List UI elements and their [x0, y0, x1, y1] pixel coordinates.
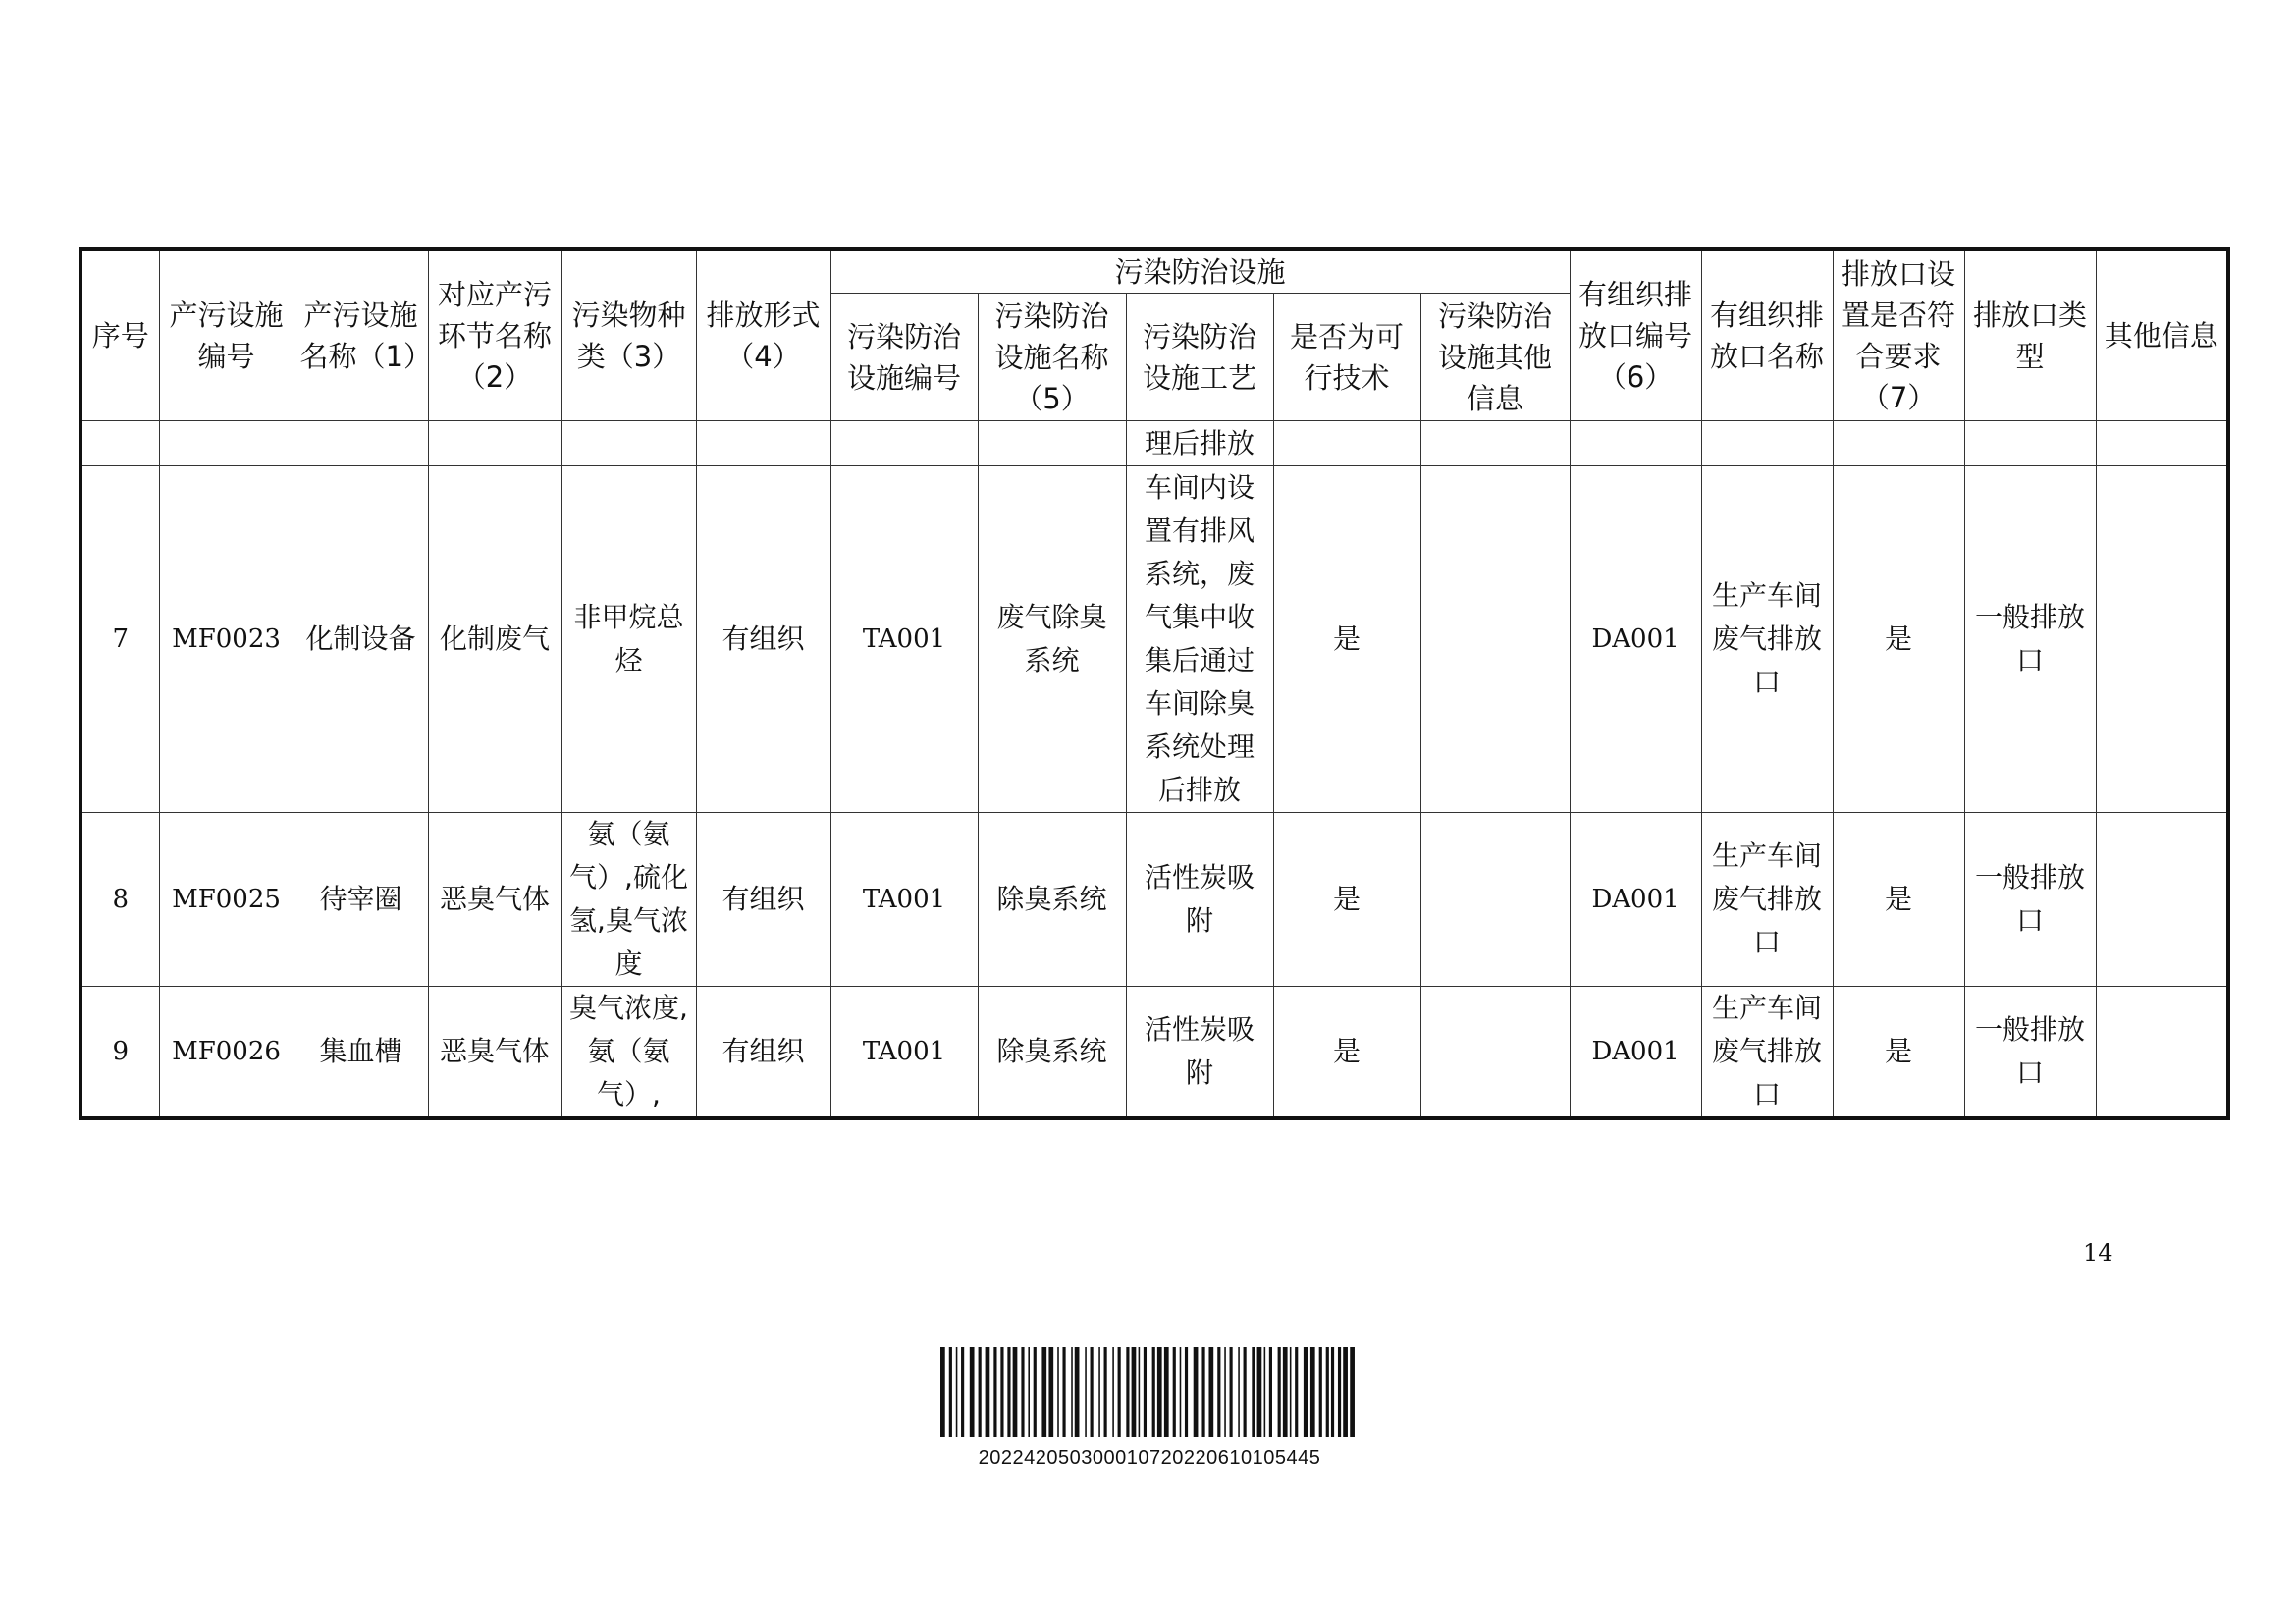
- table-cell: [294, 421, 428, 466]
- header-feasible: 是否为可行技术: [1273, 294, 1420, 421]
- cell-control-name: 除臭系统: [978, 987, 1126, 1119]
- table-cell: [159, 421, 294, 466]
- barcode-bar: [1057, 1347, 1059, 1437]
- header-facility-name: 产污设施名称（1）: [294, 249, 428, 421]
- barcode-bar: [1104, 1347, 1107, 1437]
- barcode-bar: [1244, 1347, 1247, 1437]
- cell-control-id: TA001: [830, 987, 978, 1119]
- barcode-bar: [1075, 1347, 1080, 1437]
- cell-outlet-id: DA001: [1570, 813, 1701, 987]
- barcode-bar: [1331, 1347, 1334, 1437]
- barcode-bar: [949, 1347, 952, 1437]
- barcode-bar: [1132, 1347, 1137, 1437]
- barcode-bar: [1264, 1347, 1266, 1437]
- cell-control-id: TA001: [830, 466, 978, 813]
- table-cell: [696, 421, 830, 466]
- cell-outlet-compliance: 是: [1833, 813, 1964, 987]
- barcode-bar: [1041, 1347, 1046, 1437]
- barcode-bar: [970, 1347, 975, 1437]
- header-control-id: 污染防治设施编号: [830, 294, 978, 421]
- cell-feasible: 是: [1273, 987, 1420, 1119]
- table-row-continuation: [80, 421, 2228, 466]
- barcode-bar: [1208, 1347, 1213, 1437]
- cell-outlet-name: 生产车间废气排放口: [1701, 466, 1833, 813]
- header-stage-name: 对应产污环节名称（2）: [428, 249, 561, 421]
- barcode-bar: [1139, 1347, 1141, 1437]
- barcode-bar: [1028, 1347, 1030, 1437]
- cell-facility-id: MF0025: [159, 813, 294, 987]
- cell-feasible: 是: [1273, 466, 1420, 813]
- barcode-bar: [1173, 1347, 1176, 1437]
- table-cell: [1273, 421, 1420, 466]
- barcode-bar: [1164, 1347, 1169, 1437]
- header-outlet-type: 排放口类型: [1964, 249, 2096, 421]
- barcode-bar: [1126, 1347, 1129, 1437]
- header-outlet-id: 有组织排放口编号（6）: [1570, 249, 1701, 421]
- barcode-bar: [1310, 1347, 1315, 1437]
- barcode-bar: [1000, 1347, 1003, 1437]
- cell-seq: 7: [80, 466, 159, 813]
- table-row: [80, 466, 2228, 813]
- barcode-bar: [940, 1347, 945, 1437]
- barcode-bar: [1112, 1347, 1114, 1437]
- header-pollutant-type: 污染物种类（3）: [561, 249, 696, 421]
- barcode-bar: [1217, 1347, 1220, 1437]
- table-cell: [561, 421, 696, 466]
- barcode-bar: [986, 1347, 990, 1437]
- cell-facility-name: 化制设备: [294, 466, 428, 813]
- cell-discharge-mode: 有组织: [696, 813, 830, 987]
- barcode-bar: [1326, 1347, 1329, 1437]
- barcode-bar: [1304, 1347, 1308, 1437]
- cell-outlet-id: DA001: [1570, 466, 1701, 813]
- barcode-bar: [1091, 1347, 1094, 1437]
- table-cell: [1701, 421, 1833, 466]
- table-cell: [1964, 421, 2096, 466]
- cell-outlet-name: 生产车间废气排放口: [1701, 987, 1833, 1119]
- header-discharge-mode: 排放形式（4）: [696, 249, 830, 421]
- barcode-bar: [1180, 1347, 1182, 1437]
- cell-other-info: [2096, 813, 2228, 987]
- table-cell: [978, 421, 1126, 466]
- barcode-bar: [1085, 1347, 1087, 1437]
- barcode-bar: [1201, 1347, 1204, 1437]
- barcode-bar: [1343, 1347, 1348, 1437]
- cell-control-other: [1420, 987, 1570, 1119]
- cell-control-process: 理后排放: [1126, 421, 1273, 466]
- table-cell: [428, 421, 561, 466]
- cell-feasible: 是: [1273, 813, 1420, 987]
- header-outlet-compliance: 排放口设置是否符合要求（7）: [1833, 249, 1964, 421]
- barcode-bar: [1118, 1347, 1121, 1437]
- barcode-bar: [1098, 1347, 1100, 1437]
- page-number: 14: [2083, 1239, 2113, 1267]
- cell-other-info: [2096, 987, 2228, 1119]
- header-control-name: 污染防治设施名称（5）: [978, 294, 1126, 421]
- table-cell: [80, 421, 159, 466]
- barcode-bar: [1238, 1347, 1240, 1437]
- table-row: [80, 813, 2228, 987]
- cell-stage-name: 恶臭气体: [428, 987, 561, 1119]
- cell-outlet-name: 生产车间废气排放口: [1701, 813, 1833, 987]
- cell-pollutant-type: 臭气浓度,氨（氨气）,: [561, 987, 696, 1119]
- barcode-bar: [1350, 1347, 1355, 1437]
- barcode-bar: [1295, 1347, 1298, 1437]
- table-cell: [1833, 421, 1964, 466]
- barcode-bar: [956, 1347, 958, 1437]
- table-row: [80, 987, 2228, 1119]
- cell-stage-name: 恶臭气体: [428, 813, 561, 987]
- header-control-facility-group: 污染防治设施: [830, 249, 1570, 294]
- header-outlet-name: 有组织排放口名称: [1701, 249, 1833, 421]
- cell-outlet-compliance: 是: [1833, 466, 1964, 813]
- barcode-bar: [1048, 1347, 1053, 1437]
- cell-facility-id: MF0023: [159, 466, 294, 813]
- barcode-bar: [1278, 1347, 1281, 1437]
- barcode-bar: [1071, 1347, 1073, 1437]
- cell-outlet-compliance: 是: [1833, 987, 1964, 1119]
- barcode-bar: [993, 1347, 996, 1437]
- barcode-bar: [1290, 1347, 1292, 1437]
- barcode-bar: [1252, 1347, 1255, 1437]
- barcode-bar: [1152, 1347, 1155, 1437]
- header-control-other: 污染防治设施其他信息: [1420, 294, 1570, 421]
- cell-control-process: 活性炭吸附: [1126, 987, 1273, 1119]
- cell-control-other: [1420, 813, 1570, 987]
- cell-control-name: 废气除臭系统: [978, 466, 1126, 813]
- barcode-bar: [979, 1347, 982, 1437]
- cell-seq: 8: [80, 813, 159, 987]
- barcode-bar: [1157, 1347, 1162, 1437]
- cell-control-name: 除臭系统: [978, 813, 1126, 987]
- cell-other-info: [2096, 466, 2228, 813]
- barcode-number: 20224205030001072022061010544​5: [978, 1447, 1321, 1469]
- barcode-bar: [1007, 1347, 1010, 1437]
- barcode-bar: [1013, 1347, 1018, 1437]
- header-facility-id: 产污设施编号: [159, 249, 294, 421]
- barcode-bar: [1185, 1347, 1188, 1437]
- cell-discharge-mode: 有组织: [696, 466, 830, 813]
- emission-table: [79, 247, 2230, 1120]
- cell-control-process: 活性炭吸附: [1126, 813, 1273, 987]
- header-seq: 序号: [80, 249, 159, 421]
- cell-control-id: TA001: [830, 813, 978, 987]
- barcode-bar: [1230, 1347, 1233, 1437]
- header-other-info: 其他信息: [2096, 249, 2228, 421]
- barcode-bar: [1257, 1347, 1262, 1437]
- barcode-bar: [1062, 1347, 1065, 1437]
- cell-outlet-type: 一般排放口: [1964, 987, 2096, 1119]
- header-control-process: 污染防治设施工艺: [1126, 294, 1273, 421]
- cell-seq: 9: [80, 987, 159, 1119]
- barcode-bar: [961, 1347, 964, 1437]
- barcode-bar: [1283, 1347, 1288, 1437]
- barcode-bar: [1034, 1347, 1037, 1437]
- barcode-bar: [1269, 1347, 1272, 1437]
- barcode-bar: [1144, 1347, 1147, 1437]
- cell-pollutant-type: 氨（氨气）,硫化氢,臭气浓度: [561, 813, 696, 987]
- cell-control-other: [1420, 466, 1570, 813]
- cell-facility-id: MF0026: [159, 987, 294, 1119]
- barcode-image: [940, 1347, 1359, 1437]
- cell-discharge-mode: 有组织: [696, 987, 830, 1119]
- cell-facility-name: 集血槽: [294, 987, 428, 1119]
- cell-pollutant-type: 非甲烷总烃: [561, 466, 696, 813]
- table-cell: [1420, 421, 1570, 466]
- cell-facility-name: 待宰圈: [294, 813, 428, 987]
- barcode-bar: [1319, 1347, 1322, 1437]
- emission-table-wrapper: [79, 247, 2226, 1120]
- barcode-bar: [1194, 1347, 1199, 1437]
- table-cell: [830, 421, 978, 466]
- cell-stage-name: 化制废气: [428, 466, 561, 813]
- barcode-bar: [1021, 1347, 1024, 1437]
- barcode-bar: [1338, 1347, 1341, 1437]
- table-cell: [1570, 421, 1701, 466]
- cell-outlet-id: DA001: [1570, 987, 1701, 1119]
- table-cell: [2096, 421, 2228, 466]
- cell-control-process: 车间内设置有排风系统，废气集中收集后通过车间除臭系统处理后排放: [1126, 466, 1273, 813]
- barcode-bar: [1224, 1347, 1226, 1437]
- cell-outlet-type: 一般排放口: [1964, 466, 2096, 813]
- cell-outlet-type: 一般排放口: [1964, 813, 2096, 987]
